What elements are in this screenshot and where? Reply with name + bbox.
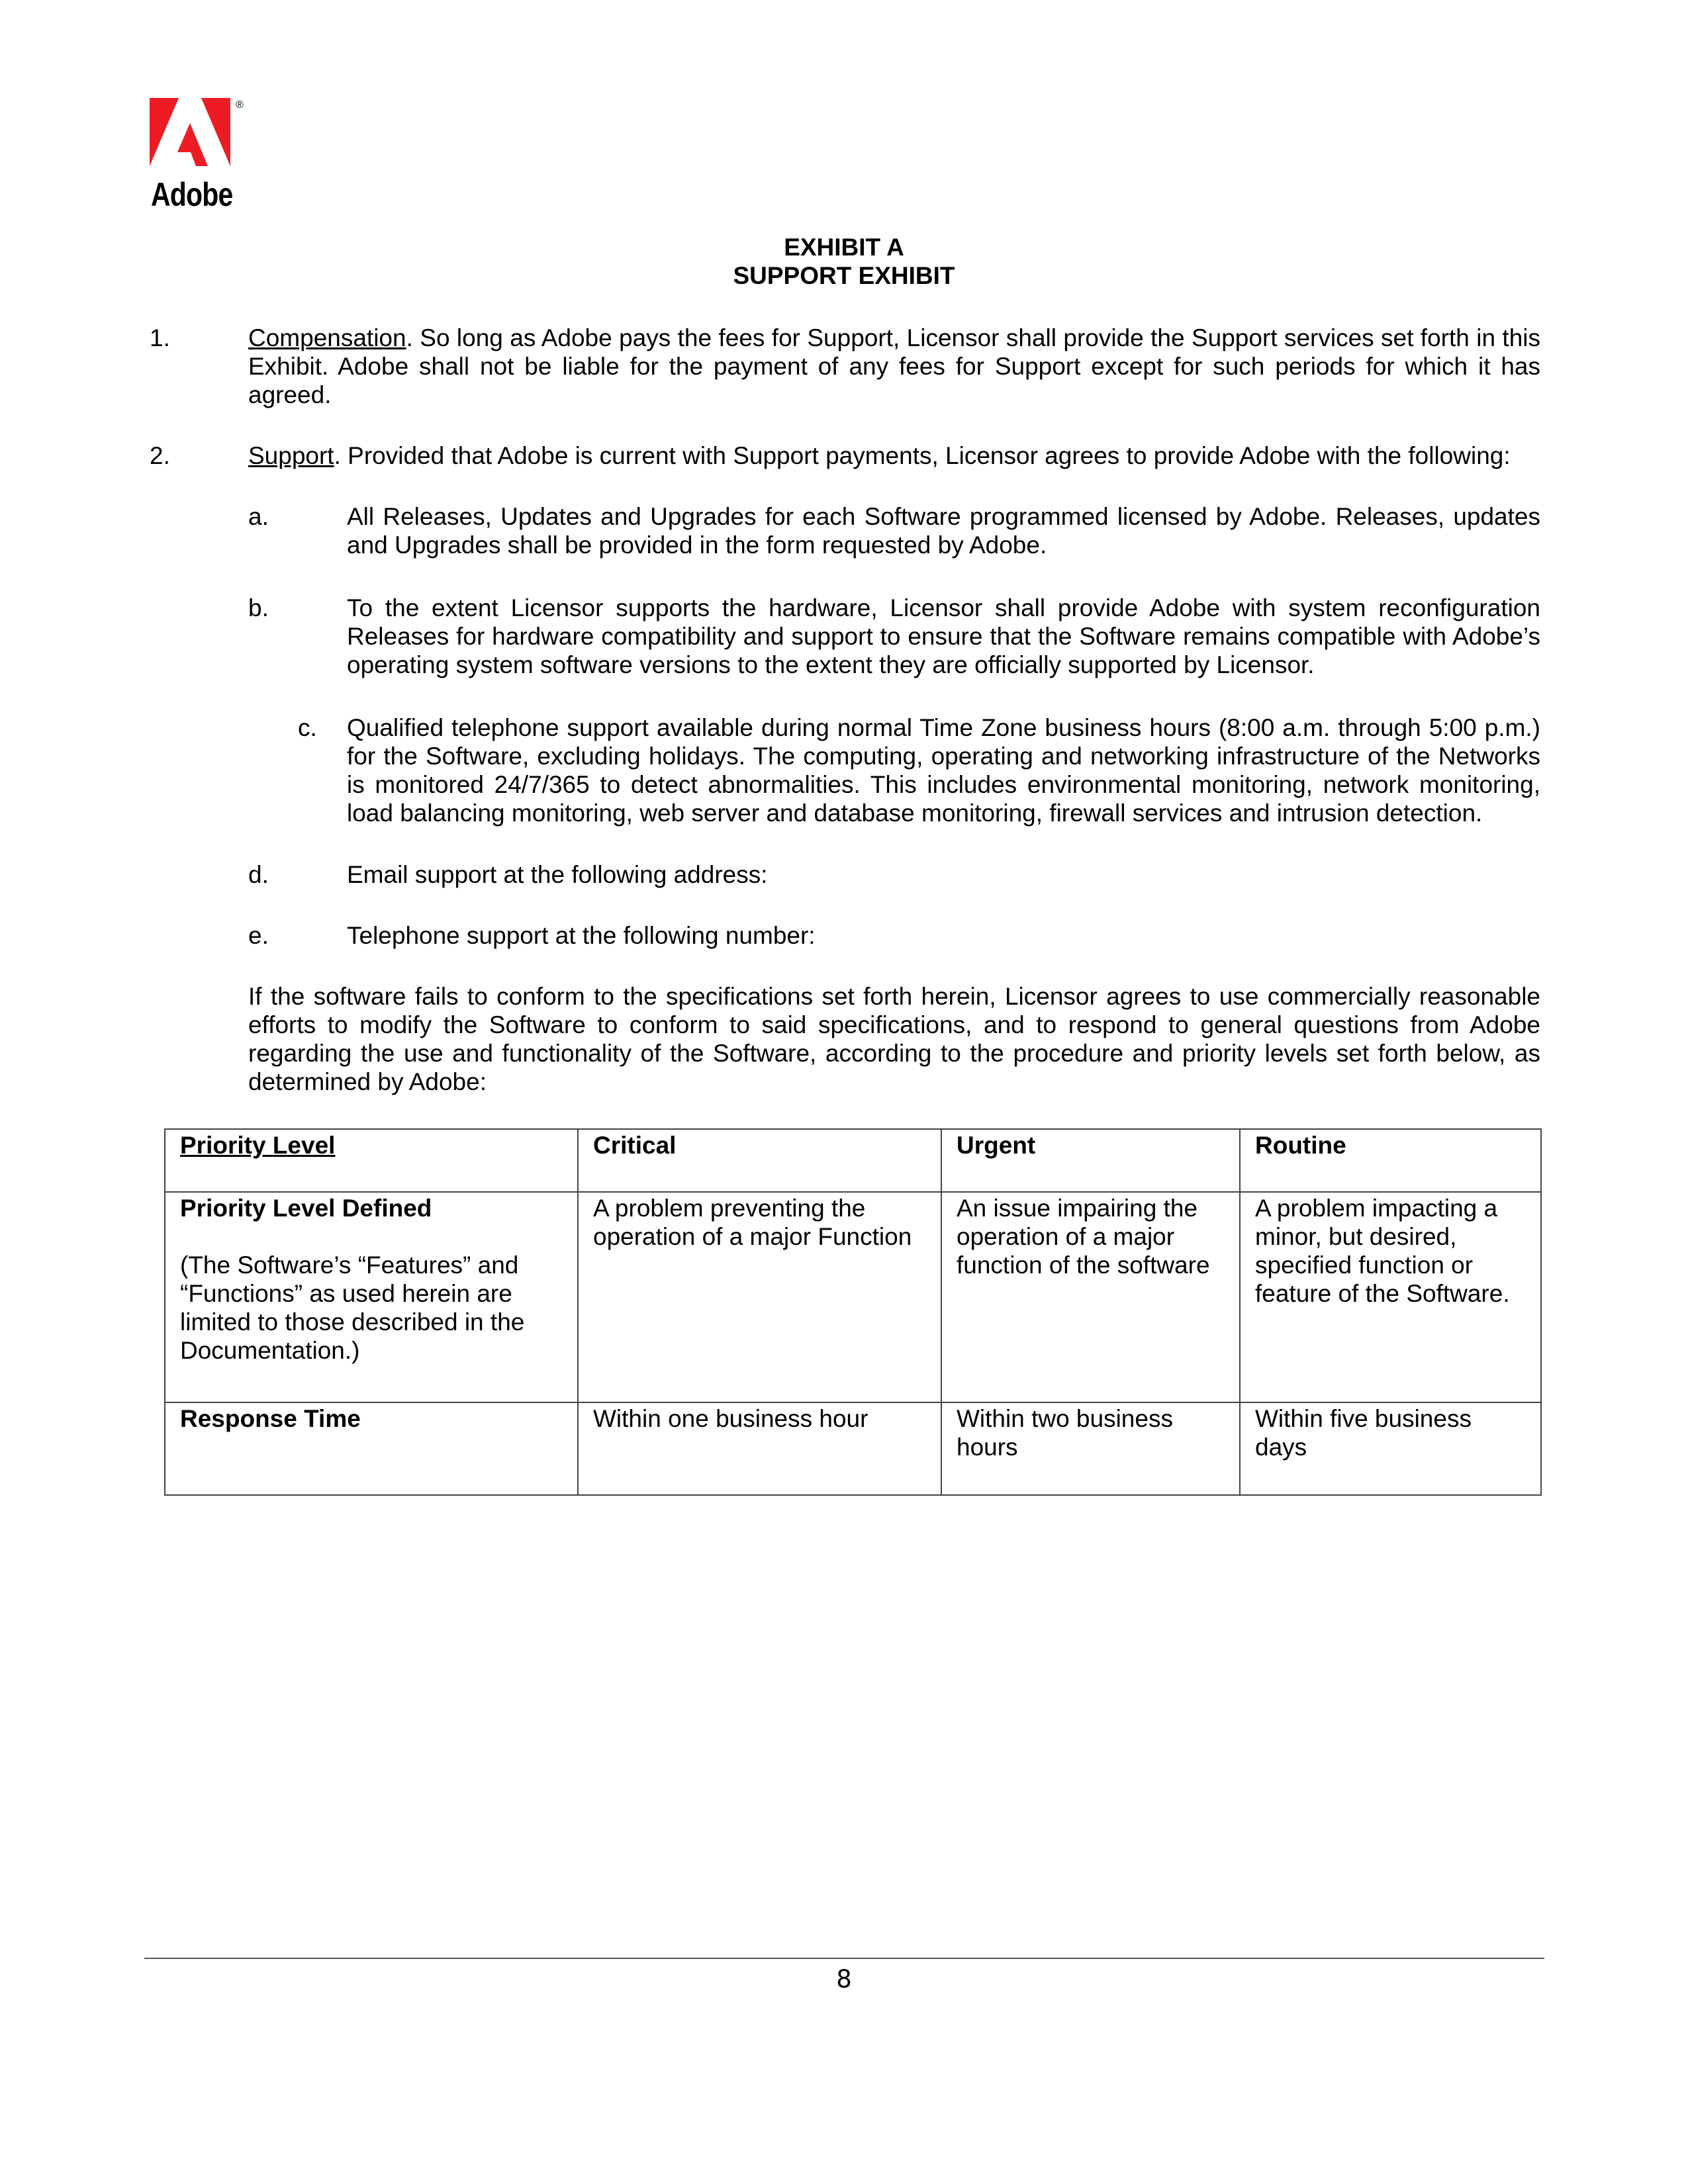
cell-response-routine: Within five business days (1240, 1402, 1541, 1495)
exhibit-subtitle: SUPPORT EXHIBIT (733, 262, 955, 289)
section-1-paragraph (248, 324, 1540, 409)
defined-note: (The Software’s “Features” and “Functions” as used herein are limited to those described in the Documentation.) (180, 1251, 525, 1364)
table-row-response (165, 1402, 1541, 1495)
subitem-a-letter: a. (248, 503, 269, 530)
page-number: 8 (836, 1965, 852, 1993)
section-2-text: . Provided that Adobe is current with Support payments, Licensor agrees to provide Adobe with the following: (334, 442, 1511, 469)
table-header-row (165, 1129, 1541, 1192)
subitem-a-text: All Releases, Updates and Upgrades for each Software programmed licensed by Adobe. Releases, updates and Upgrades shall be provided in the form requested by Adobe. (347, 503, 1540, 559)
defined-label: Priority Level Defined (180, 1195, 432, 1222)
cell-response-label: Response Time (165, 1402, 578, 1495)
cell-response-critical: Within one business hour (578, 1402, 941, 1495)
adobe-logo (150, 98, 249, 213)
subitem-d-text: Email support at the following address: (347, 861, 768, 888)
header-priority-level: Priority Level (165, 1129, 578, 1192)
cell-defined-urgent: An issue impairing the operation of a major function of the software (941, 1192, 1240, 1402)
section-2-number: 2. (150, 442, 170, 469)
section-2-paragraph (248, 441, 1546, 470)
section-1-number: 1. (150, 324, 170, 351)
table-row-defined (165, 1192, 1541, 1402)
section-1-title: Compensation (248, 324, 406, 351)
subitem-b-letter: b. (248, 594, 269, 621)
header-critical: Critical (578, 1129, 941, 1192)
section-1-text: . So long as Adobe pays the fees for Support, Licensor shall provide the Support services set forth in this Exhibit. Adobe shall not be liable for the payment of any fees for Support except for such periods for which it has agreed. (248, 324, 1540, 408)
cell-defined-label (165, 1192, 578, 1402)
subitem-e-text: Telephone support at the following number: (347, 922, 816, 949)
registered-mark: ® (236, 99, 244, 111)
subitem-e-letter: e. (248, 922, 269, 949)
adobe-wordmark: Adobe (151, 176, 233, 213)
exhibit-title: EXHIBIT A (784, 234, 904, 261)
subitem-c-text: Qualified telephone support available during normal Time Zone business hours (8:00 a.m. through 5:00 p.m.) for the Software, excluding holidays. The computing, operating and networking infrastructure of the Networks is monitored 24/7/365 to detect abnormalities. This includes environmental monitoring, network monitoring, load balancing monitoring, web server and database monitoring, firewall services and intrusion detection. (347, 714, 1540, 827)
subitem-b-text: To the extent Licensor supports the hardware, Licensor shall provide Adobe with system reconfiguration Releases for hardware compatibility and support to ensure that the Software remains compatible with Adobe’s operating system software versions to the extent they are officially supported by Licensor. (347, 594, 1540, 678)
section-2-title: Support (248, 442, 334, 469)
header-urgent: Urgent (941, 1129, 1240, 1192)
adobe-a-mark-icon (150, 98, 236, 171)
subitem-d-letter: d. (248, 861, 269, 888)
subitem-c-letter: c. (298, 714, 317, 741)
cell-response-urgent: Within two business hours (941, 1402, 1240, 1495)
cell-defined-routine: A problem impacting a minor, but desired, specified function or feature of the Software. (1240, 1192, 1541, 1402)
closing-paragraph: If the software fails to conform to the specifications set forth herein, Licensor agrees to use commercially reasonable efforts to modify the Software to conform to said specifications, and to respond to general questions from Adobe regarding the use and functionality of the Software, according to the procedure and priority levels set forth below, as determined by Adobe: (248, 983, 1540, 1095)
cell-defined-critical: A problem preventing the operation of a major Function (578, 1192, 941, 1402)
priority-table (164, 1128, 1542, 1496)
footer-divider (144, 1958, 1544, 1959)
header-routine: Routine (1240, 1129, 1541, 1192)
